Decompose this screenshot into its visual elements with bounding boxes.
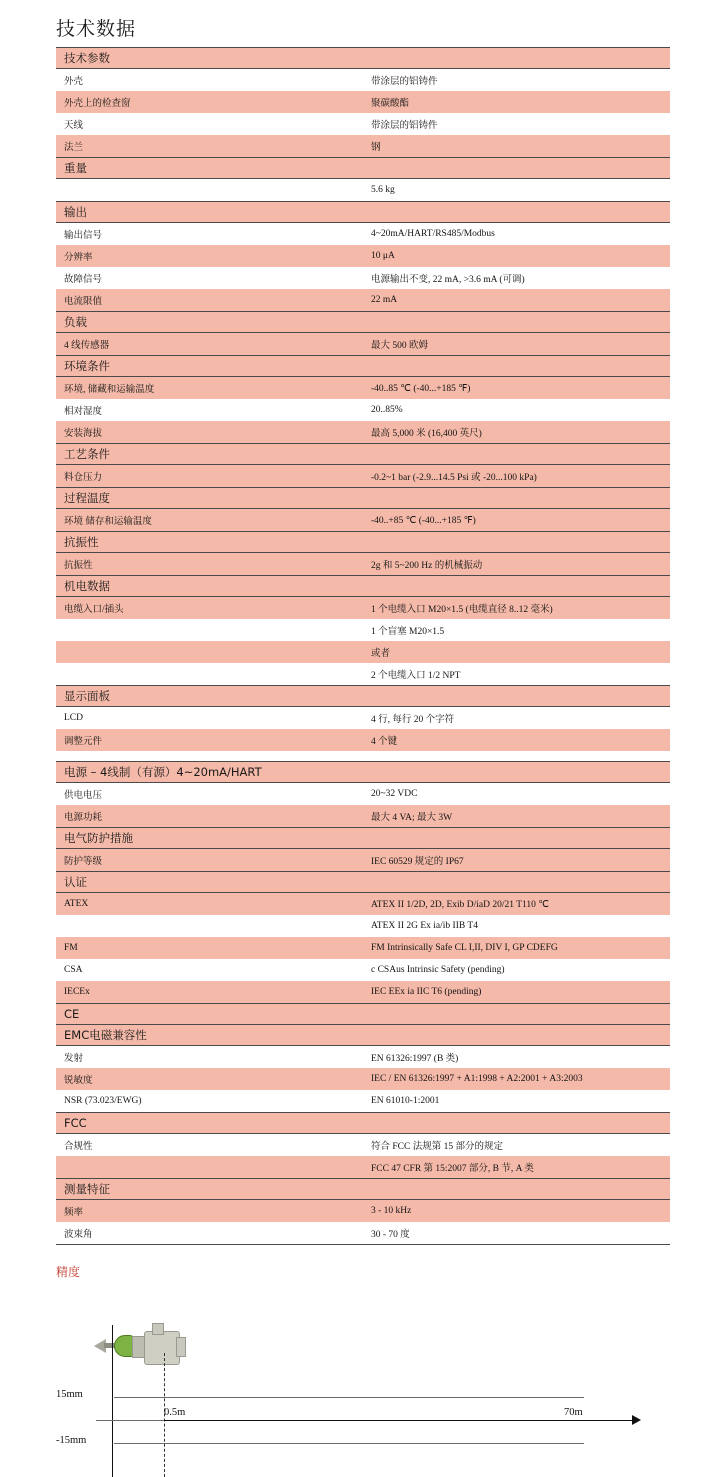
sensor-device-icon — [92, 1323, 192, 1379]
section-header-row — [56, 202, 670, 223]
table-row — [56, 377, 670, 400]
accuracy-chart — [56, 1263, 676, 1463]
device-housing — [144, 1331, 180, 1365]
table-bottom-rule — [56, 1245, 670, 1246]
row-value: 4~20mA/HART/RS485/Modbus — [363, 223, 670, 246]
row-value: EN 61010-1:2001 — [363, 1090, 670, 1113]
row-value: 带涂层的铝铸件 — [363, 69, 670, 92]
table-row — [56, 1046, 670, 1069]
row-label: LCD — [56, 707, 363, 730]
table-row — [56, 69, 670, 92]
row-value: 最高 5,000 米 (16,400 英尺) — [363, 421, 670, 444]
table-row — [56, 1090, 670, 1113]
section-header-label: 测量特征 — [56, 1179, 670, 1200]
page-title: 技术数据 — [56, 18, 137, 40]
row-value: 2g 和 5~200 Hz 的机械振动 — [363, 553, 670, 576]
table-row — [56, 113, 670, 135]
chart-lower-bound-line — [114, 1443, 584, 1444]
device-end-cap — [176, 1337, 186, 1357]
technical-data-body — [56, 48, 670, 1246]
row-label: 锐敏度 — [56, 1068, 363, 1090]
table-row — [56, 553, 670, 576]
table-row — [56, 1068, 670, 1090]
row-label: ATEX — [56, 893, 363, 916]
table-row — [56, 619, 670, 641]
row-label: 输出信号 — [56, 223, 363, 246]
section-header-label: 重量 — [56, 158, 670, 179]
chart-y-axis — [112, 1325, 113, 1477]
table-row — [56, 289, 670, 312]
row-label: 防护等级 — [56, 849, 363, 872]
row-value: IEC 60529 规定的 IP67 — [363, 849, 670, 872]
table-spacer — [56, 751, 670, 762]
section-header-row — [56, 828, 670, 849]
accuracy-chart-area — [56, 1289, 676, 1459]
row-label: 供电电压 — [56, 783, 363, 806]
section-header-label: 负载 — [56, 312, 670, 333]
table-row — [56, 179, 670, 202]
row-label: 安装海拔 — [56, 421, 363, 444]
table-row — [56, 805, 670, 828]
row-value: IEC EEx ia IIC T6 (pending) — [363, 981, 670, 1004]
row-label — [56, 663, 363, 686]
row-value: 符合 FCC 法规第 15 部分的规定 — [363, 1134, 670, 1157]
chart-x-axis-arrow — [632, 1415, 641, 1425]
row-value: 最大 4 VA; 最大 3W — [363, 805, 670, 828]
table-bottom-rule-cell — [56, 1245, 670, 1246]
row-label: FM — [56, 937, 363, 959]
chart-label-end: 70m — [564, 1407, 583, 1418]
table-row — [56, 135, 670, 158]
section-header-label: 输出 — [56, 202, 670, 223]
section-header-row — [56, 1113, 670, 1134]
row-value: 5.6 kg — [363, 179, 670, 202]
row-label: 分辨率 — [56, 245, 363, 267]
row-value: 2 个电缆入口 1/2 NPT — [363, 663, 670, 686]
chart-label-lower: -15mm — [56, 1435, 87, 1446]
table-row — [56, 399, 670, 421]
row-value: c CSAus Intrinsic Safety (pending) — [363, 959, 670, 981]
row-label: 料仓压力 — [56, 465, 363, 488]
section-header-label: FCC — [56, 1113, 670, 1134]
table-row — [56, 245, 670, 267]
table-row — [56, 959, 670, 981]
row-value: 钢 — [363, 135, 670, 158]
table-row — [56, 1156, 670, 1179]
row-label — [56, 641, 363, 663]
section-header-label: 技术参数 — [56, 48, 670, 69]
row-value: 带涂层的铝铸件 — [363, 113, 670, 135]
row-label: IECEx — [56, 981, 363, 1004]
table-row — [56, 267, 670, 289]
row-value: 1 个盲塞 M20×1.5 — [363, 619, 670, 641]
row-label — [56, 1156, 363, 1179]
row-value: 4 个键 — [363, 729, 670, 751]
chart-label-start: 0.5m — [164, 1407, 186, 1418]
section-header-label: 认证 — [56, 872, 670, 893]
chart-label-upper: 15mm — [56, 1389, 83, 1400]
section-header-row — [56, 1179, 670, 1200]
section-header-row — [56, 686, 670, 707]
chart-x-axis — [164, 1420, 634, 1421]
row-label: 法兰 — [56, 135, 363, 158]
section-header-row — [56, 356, 670, 377]
section-header-row — [56, 762, 670, 783]
row-value: 1 个电缆入口 M20×1.5 (电缆直径 8..12 毫米) — [363, 597, 670, 620]
table-row — [56, 1222, 670, 1245]
table-row — [56, 707, 670, 730]
section-header-row — [56, 158, 670, 179]
table-row — [56, 509, 670, 532]
row-label — [56, 915, 363, 937]
section-header-label: 电源 – 4线制（有源）4~20mA/HART — [56, 762, 670, 783]
row-value: 30 - 70 度 — [363, 1222, 670, 1245]
row-label: 电流限值 — [56, 289, 363, 312]
row-label: CSA — [56, 959, 363, 981]
row-value: 或者 — [363, 641, 670, 663]
row-value: 聚碳酸酯 — [363, 91, 670, 113]
row-value: 最大 500 欧姆 — [363, 333, 670, 356]
technical-data-table — [56, 47, 670, 1245]
table-row — [56, 597, 670, 620]
row-label: 外壳 — [56, 69, 363, 92]
table-row — [56, 937, 670, 959]
row-label: 故障信号 — [56, 267, 363, 289]
section-header-row — [56, 1025, 670, 1046]
section-header-row — [56, 488, 670, 509]
section-header-row — [56, 1004, 670, 1025]
table-row — [56, 663, 670, 686]
row-value: 10 μA — [363, 245, 670, 267]
row-label: 环境 储存和运输温度 — [56, 509, 363, 532]
accuracy-chart-title: 精度 — [56, 1265, 81, 1279]
row-value: FM Intrinsically Safe CL I,II, DIV I, GP CDEFG — [363, 937, 670, 959]
row-label: 环境, 储藏和运输温度 — [56, 377, 363, 400]
table-row — [56, 333, 670, 356]
row-label: 发射 — [56, 1046, 363, 1069]
section-header-label: 过程温度 — [56, 488, 670, 509]
row-label: NSR (73.023/EWG) — [56, 1090, 363, 1113]
row-value: 4 行, 每行 20 个字符 — [363, 707, 670, 730]
row-label: 频率 — [56, 1200, 363, 1223]
section-header-label: 电气防护措施 — [56, 828, 670, 849]
device-top-cap — [152, 1323, 164, 1335]
row-label: 波束角 — [56, 1222, 363, 1245]
table-row — [56, 421, 670, 444]
table-row — [56, 465, 670, 488]
table-row — [56, 893, 670, 916]
row-value: ATEX II 1/2D, 2D, Exib D/iaD 20/21 T110 ℃ — [363, 893, 670, 916]
section-header-label: 显示面板 — [56, 686, 670, 707]
section-header-label: CE — [56, 1004, 670, 1025]
row-label — [56, 179, 363, 202]
section-header-label: 环境条件 — [56, 356, 670, 377]
row-label: 天线 — [56, 113, 363, 135]
row-label: 调整元件 — [56, 729, 363, 751]
row-value: -40..85 ℃ (-40...+185 ℉) — [363, 377, 670, 400]
table-row — [56, 91, 670, 113]
table-row — [56, 849, 670, 872]
row-label — [56, 619, 363, 641]
row-value: EN 61326:1997 (B 类) — [363, 1046, 670, 1069]
table-row — [56, 641, 670, 663]
row-value: -0.2~1 bar (-2.9...14.5 Psi 或 -20...100 kPa) — [363, 465, 670, 488]
row-label: 外壳上的检查窗 — [56, 91, 363, 113]
section-header-row — [56, 576, 670, 597]
row-value: 20~32 VDC — [363, 783, 670, 806]
chart-upper-bound-line — [114, 1397, 584, 1398]
row-label: 电源功耗 — [56, 805, 363, 828]
table-row — [56, 915, 670, 937]
section-header-row — [56, 48, 670, 69]
row-value: 20..85% — [363, 399, 670, 421]
section-header-row — [56, 312, 670, 333]
row-label: 电缆入口/插头 — [56, 597, 363, 620]
table-row — [56, 1134, 670, 1157]
row-label: 相对湿度 — [56, 399, 363, 421]
table-spacer-cell — [56, 751, 670, 762]
section-header-row — [56, 444, 670, 465]
row-label: 抗振性 — [56, 553, 363, 576]
section-header-label: 抗振性 — [56, 532, 670, 553]
table-row — [56, 729, 670, 751]
table-row — [56, 223, 670, 246]
row-value: FCC 47 CFR 第 15:2007 部分, B 节, A 类 — [363, 1156, 670, 1179]
table-row — [56, 981, 670, 1004]
row-value: IEC / EN 61326:1997 + A1:1998 + A2:2001 + A3:2003 — [363, 1068, 670, 1090]
row-value: 电源输出不变, 22 mA, >3.6 mA (可调) — [363, 267, 670, 289]
row-value: -40..+85 ℃ (-40...+185 ℉) — [363, 509, 670, 532]
section-header-label: 机电数据 — [56, 576, 670, 597]
row-value: ATEX II 2G Ex ia/ib IIB T4 — [363, 915, 670, 937]
section-header-row — [56, 532, 670, 553]
table-row — [56, 1200, 670, 1223]
section-header-label: 工艺条件 — [56, 444, 670, 465]
table-row — [56, 783, 670, 806]
row-value: 3 - 10 kHz — [363, 1200, 670, 1223]
section-header-row — [56, 872, 670, 893]
section-header-label: EMC电磁兼容性 — [56, 1025, 670, 1046]
row-value: 22 mA — [363, 289, 670, 312]
row-label: 4 线传感器 — [56, 333, 363, 356]
row-label: 合规性 — [56, 1134, 363, 1157]
